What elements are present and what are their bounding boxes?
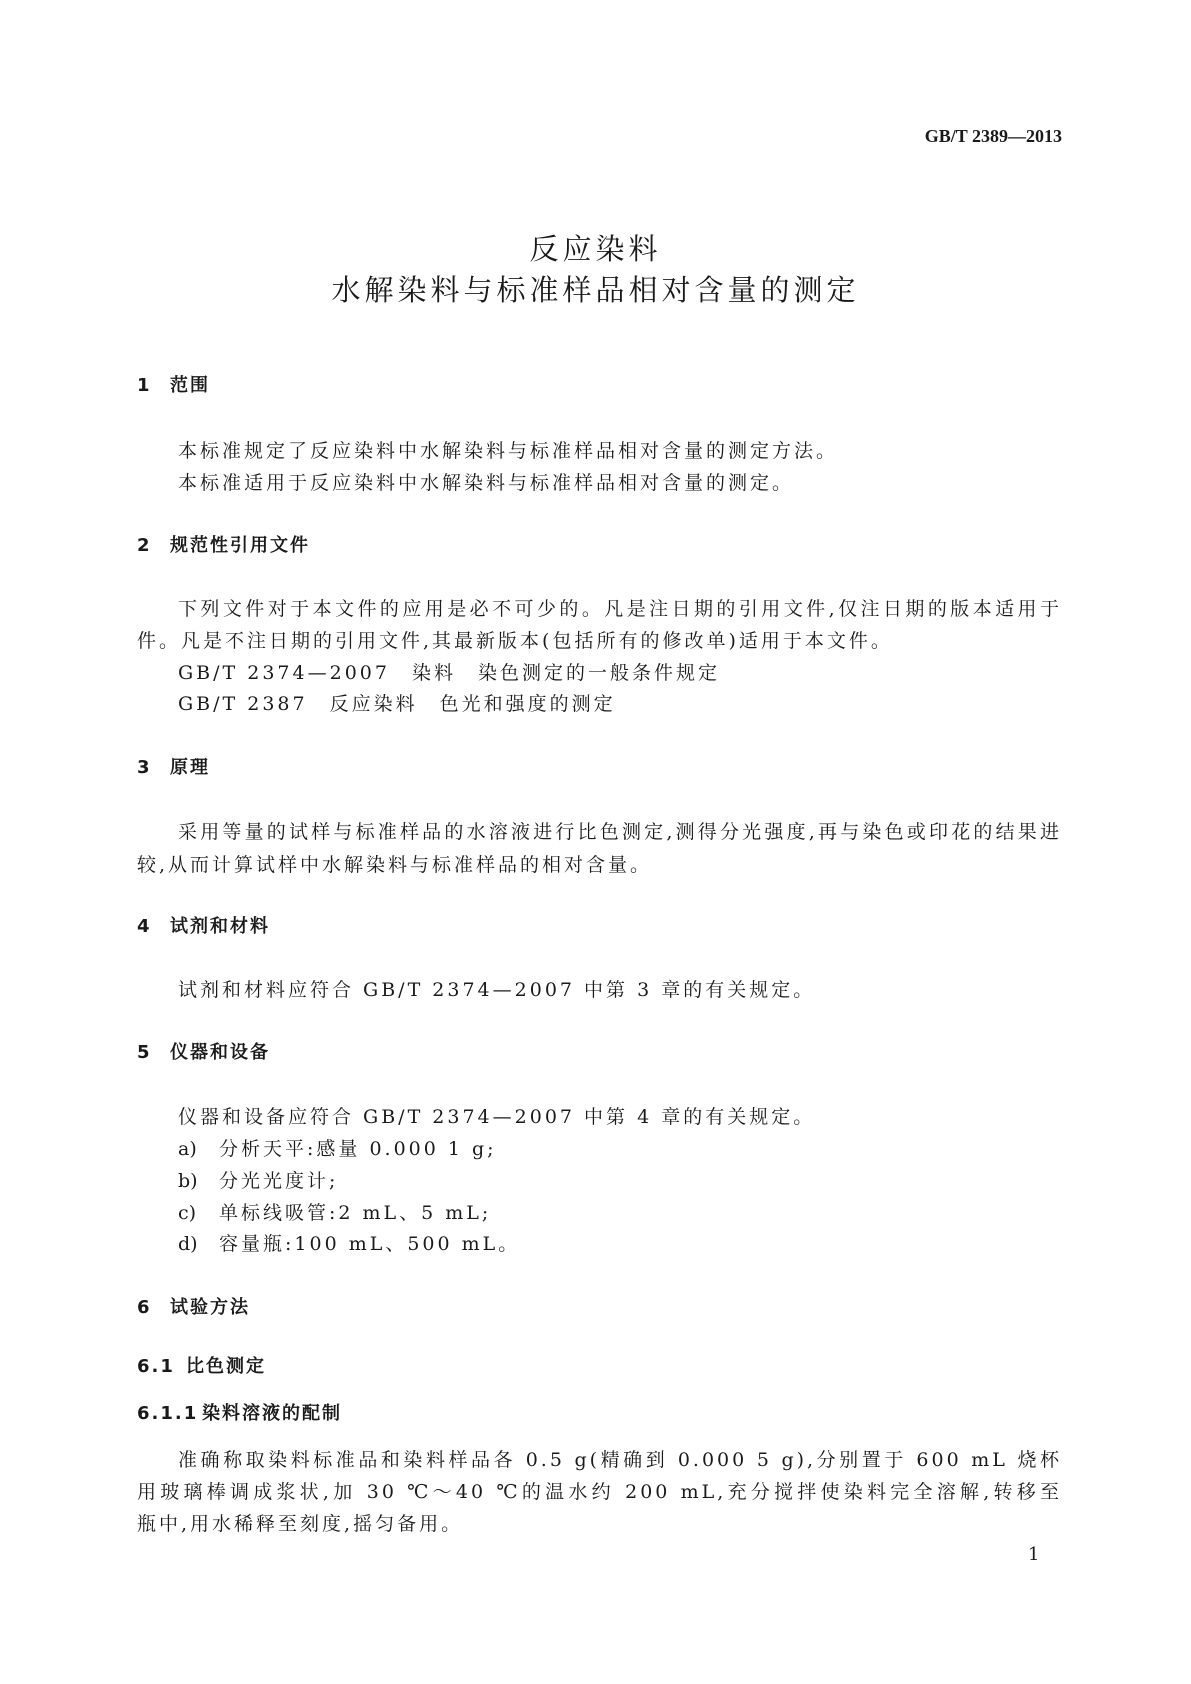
paragraph-line: 本标准规定了反应染料中水解染料与标准样品相对含量的测定方法。 [178, 440, 839, 462]
list-label: c) [178, 1202, 197, 1224]
section-number: 1 [137, 375, 152, 396]
list-text: 分光光度计; [219, 1170, 339, 1192]
section-number: 5 [137, 1042, 152, 1063]
list-label: d) [178, 1233, 198, 1255]
section-number: 6 [137, 1297, 152, 1318]
document-subtitle: 水解染料与标准样品相对含量的测定 [331, 273, 860, 307]
section-number: 4 [137, 916, 152, 937]
section-title: 试剂和材料 [170, 916, 270, 937]
list-text: 容量瓶:100 mL、500 mL。 [219, 1233, 521, 1255]
section-title: 规范性引用文件 [170, 535, 310, 556]
section-number: 6.1.1 [137, 1403, 199, 1424]
standard-number: GB/T 2389—2013 [924, 126, 1062, 146]
paragraph-line: 采用等量的试样与标准样品的水溶液进行比色测定,测得分光强度,再与染色或印花的结果进 [178, 821, 1062, 843]
list-label: b) [178, 1170, 198, 1192]
paragraph-line: 准确称取染料标准品和染料样品各 0.5 g(精确到 0.000 5 g),分别置于 600 mL 烧杯 [178, 1449, 1062, 1471]
paragraph-line: 瓶中,用水稀释至刻度,摇匀备用。 [137, 1513, 464, 1535]
section-6-1-heading [137, 1355, 266, 1379]
paragraph-line: 本标准适用于反应染料中水解染料与标准样品相对含量的测定。 [178, 472, 795, 494]
section-3-heading [137, 756, 210, 780]
reference-item: GB/T 2374—2007 染料 染色测定的一般条件规定 [178, 662, 720, 684]
page-number: 1 [1028, 1544, 1040, 1565]
section-title: 比色测定 [186, 1356, 266, 1377]
list-label: a) [178, 1138, 197, 1160]
paragraph-line: 较,从而计算试样中水解染料与标准样品的相对含量。 [137, 854, 653, 876]
section-2-heading [137, 534, 310, 558]
section-5-heading [137, 1041, 270, 1065]
section-title: 原理 [170, 757, 210, 778]
paragraph-line: 件。凡是不注日期的引用文件,其最新版本(包括所有的修改单)适用于本文件。 [137, 630, 893, 652]
section-title: 染料溶液的配制 [202, 1403, 342, 1424]
section-title: 范围 [170, 375, 210, 396]
section-title: 仪器和设备 [170, 1042, 270, 1063]
section-6-heading [137, 1296, 250, 1320]
section-number: 6.1 [137, 1356, 175, 1377]
paragraph-line: 用玻璃棒调成浆状,加 30 ℃～40 ℃的温水约 200 mL,充分搅拌使染料完全溶解,转移至 [137, 1481, 1062, 1503]
section-4-heading [137, 915, 270, 939]
list-item [178, 1200, 491, 1226]
list-item [178, 1231, 520, 1257]
paragraph-line: 下列文件对于本文件的应用是必不可少的。凡是注日期的引用文件,仅注日期的版本适用于 [178, 598, 1062, 620]
list-text: 单标线吸管:2 mL、5 mL; [219, 1202, 492, 1224]
section-6-1-1-heading [137, 1402, 342, 1426]
list-item [178, 1168, 338, 1194]
section-1-heading [137, 374, 210, 398]
paragraph-line: 仪器和设备应符合 GB/T 2374—2007 中第 4 章的有关规定。 [178, 1106, 816, 1128]
list-text: 分析天平:感量 0.000 1 g; [219, 1138, 497, 1160]
reference-item: GB/T 2387 反应染料 色光和强度的测定 [178, 693, 616, 715]
section-title: 试验方法 [170, 1297, 250, 1318]
section-number: 2 [137, 535, 152, 556]
paragraph-line: 试剂和材料应符合 GB/T 2374—2007 中第 3 章的有关规定。 [178, 979, 816, 1001]
section-number: 3 [137, 757, 152, 778]
list-item [178, 1136, 497, 1162]
document-title: 反应染料 [529, 232, 662, 266]
